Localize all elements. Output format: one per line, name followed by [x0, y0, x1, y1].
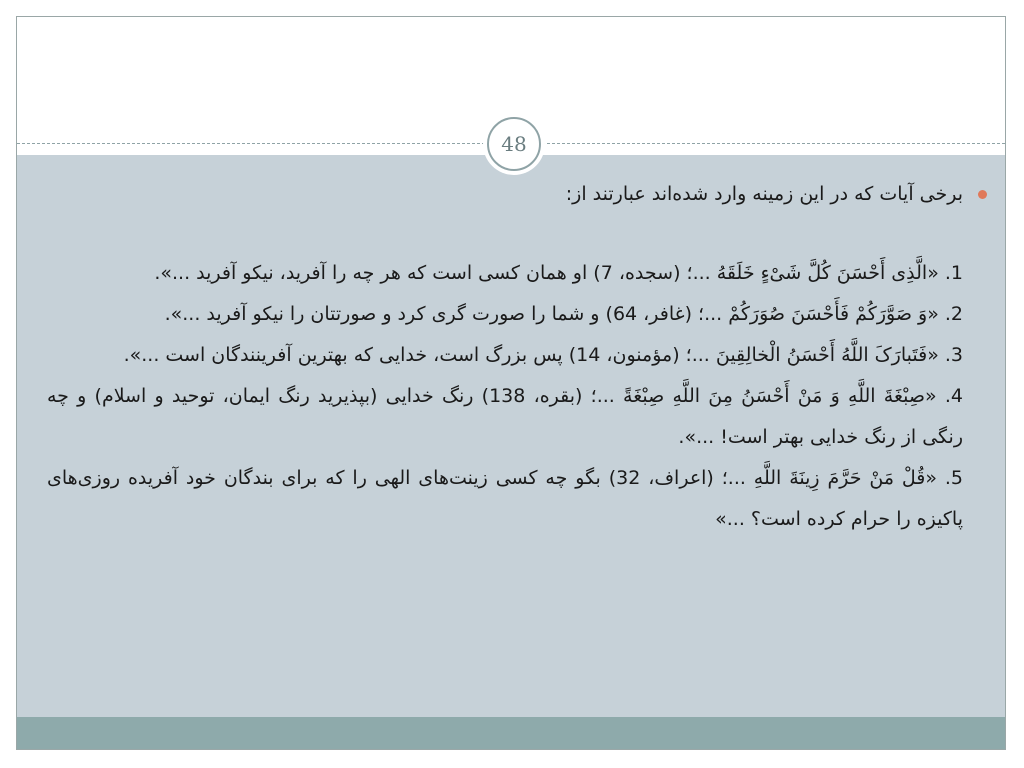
- verse-item: 1. «الَّذِی أَحْسَنَ کُلَّ شَیْءٍ خَلَقَهُ ...؛ (سجده، 7) او همان کسی است که هر چه را آفرید، نیکو آفرید ...».: [154, 262, 963, 284]
- page-number: 48: [501, 132, 527, 156]
- verse-list: [47, 253, 987, 540]
- page-number-badge: [487, 117, 541, 171]
- bullet-dot-icon: [978, 190, 987, 199]
- slide-footer: [17, 717, 1005, 750]
- verse-item: 2. «وَ صَوَّرَکُمْ فَأَحْسَنَ صُوَرَکُمْ ...؛ (غافر، 64) و شما را صورت گری کرد و صورتتان را نیکو آفرید ...».: [164, 303, 963, 325]
- verse-item: 5. «قُلْ مَنْ حَرَّمَ زِینَةَ اللَّهِ ...؛ (اعراف، 32) بگو چه کسی زینت‌های الهی را که برای بندگان خود آفریده روزی‌های پاکیزه را حرام کرده است؟ ...»: [47, 467, 963, 530]
- intro-text: برخی آیات که در این زمینه وارد شده‌اند عبارتند از:: [565, 183, 963, 205]
- verse-item: 3. «فَتَبارَکَ اللَّهُ أَحْسَنُ الْخالِقِینَ ...؛ (مؤمنون، 14) پس بزرگ است، خدایی که بهترین آفرینندگان است ...».: [123, 344, 963, 366]
- intro-bullet: [47, 177, 987, 211]
- slide: [16, 16, 1006, 750]
- verse-item: 4. «صِبْغَةَ اللَّهِ وَ مَنْ أَحْسَنُ مِنَ اللَّهِ صِبْغَةً ...؛ (بقره، 138) رنگ خدایی (بپذیرید رنگ ایمان، توحید و اسلام) و چه رنگی از رنگ خدایی بهتر است! ...».: [47, 385, 963, 448]
- slide-body: [47, 177, 987, 540]
